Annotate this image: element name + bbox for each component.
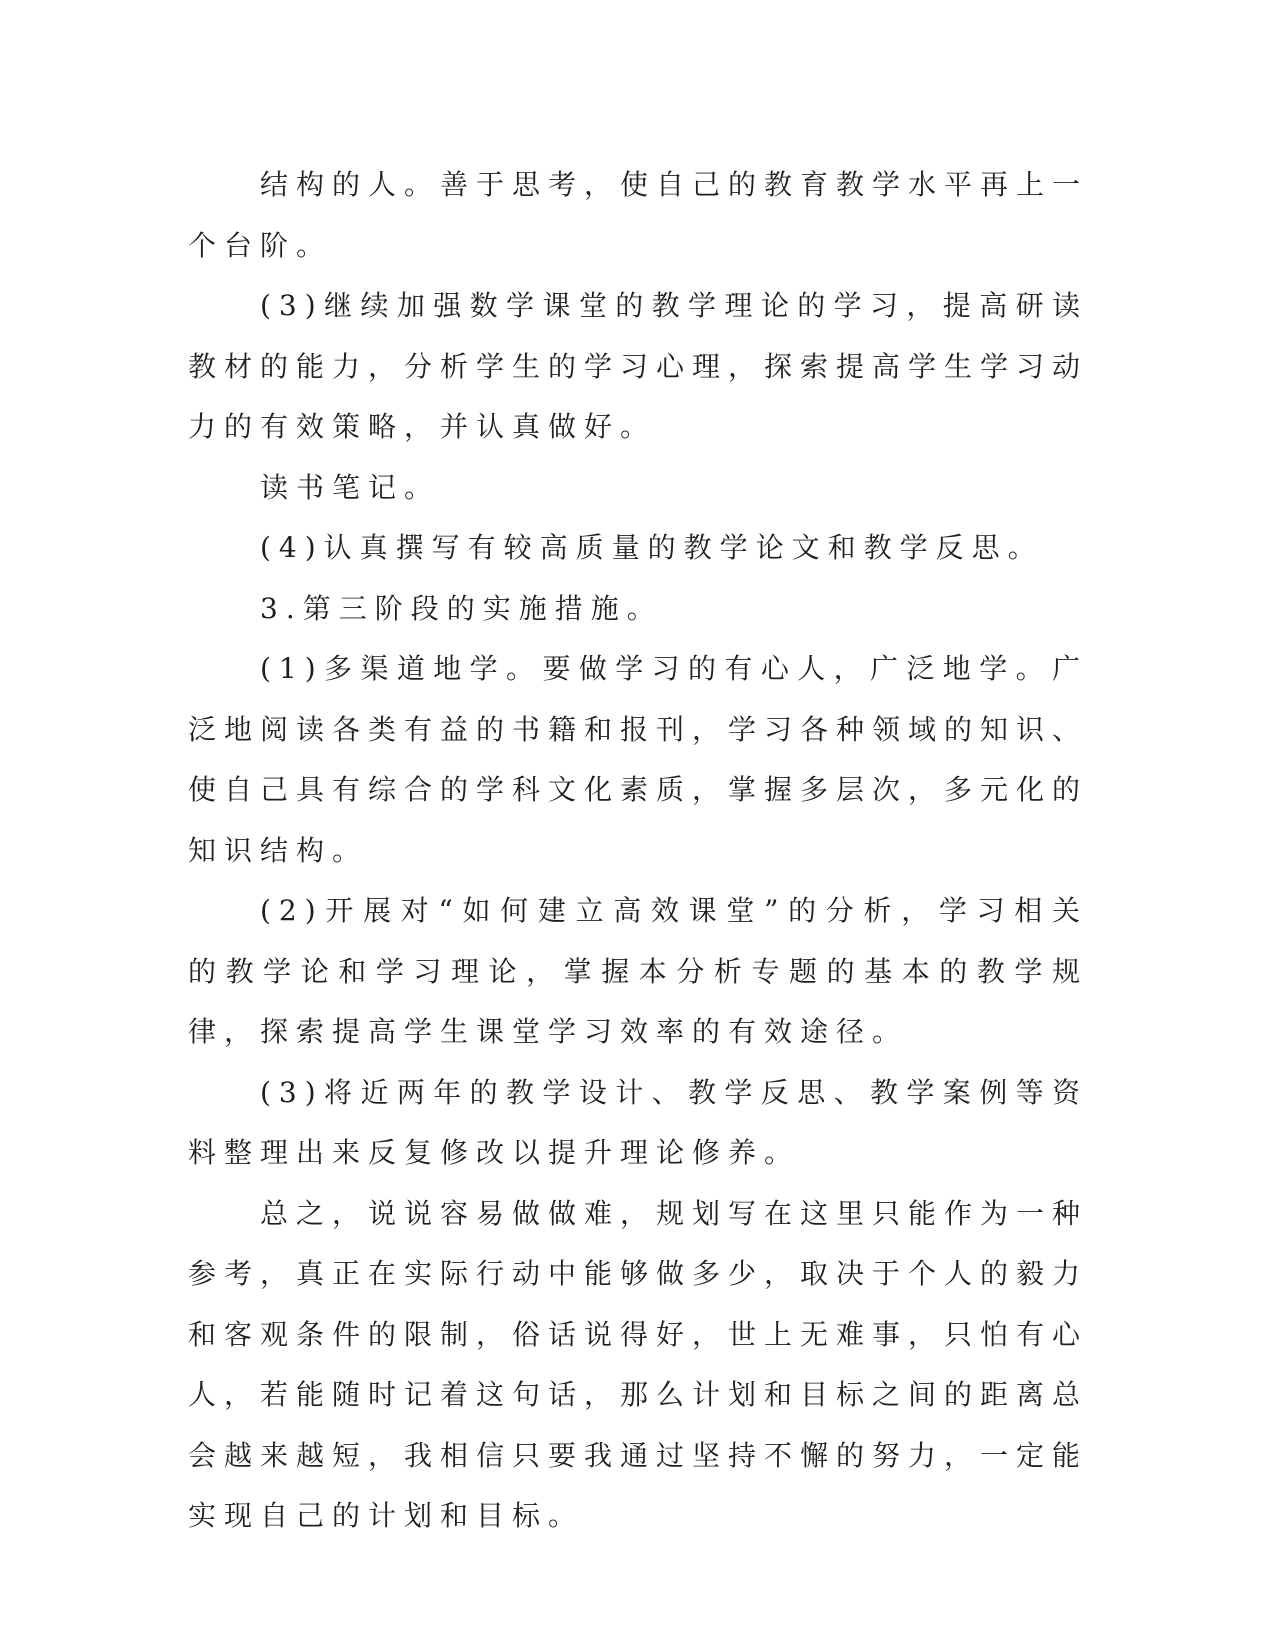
paragraph-9: 总之，说说容易做做难，规划写在这里只能作为一种参考，真正在实际行动中能够做多少，取决于个人的毅力和客观条件的限制，俗话说得好，世上无难事，只怕有心人，若能随时记着这句话，那么计划和目标之间的距离总会越来越短，我相信只要我通过坚持不懈的努力，一定能实现自己的计划和目标。 (188, 1196, 1089, 1532)
paragraph-4: (4)认真撰写有较高质量的教学论文和教学反思。 (260, 531, 1044, 564)
paragraph-1: 结构的人。善于思考，使自己的教育教学水平再上一个台阶。 (188, 168, 1089, 262)
paragraph-7: (2)开展对“如何建立高效课堂”的分析，学习相关的教学论和学习理论，掌握本分析专题的基本的教学规律，探索提高学生课堂学习效率的有效途径。 (188, 894, 1088, 1048)
document-body (188, 155, 1088, 1547)
paragraph-6: (1)多渠道地学。要做学习的有心人，广泛地学。广泛地阅读各类有益的书籍和报刊，学习各种领域的知识、使自己具有综合的学科文化素质，掌握多层次，多元化的知识结构。 (188, 652, 1089, 867)
paragraph-8: (3)将近两年的教学设计、教学反思、教学案例等资料整理出来反复修改以提升理论修养。 (188, 1075, 1088, 1169)
paragraph-3: 读书笔记。 (260, 470, 441, 504)
paragraph-5: 3.第三阶段的实施措施。 (260, 591, 663, 625)
paragraph-2: (3)继续加强数学课堂的教学理论的学习，提高研读教材的能力，分析学生的学习心理，探索提高学生学习动力的有效策略，并认真做好。 (188, 289, 1089, 443)
